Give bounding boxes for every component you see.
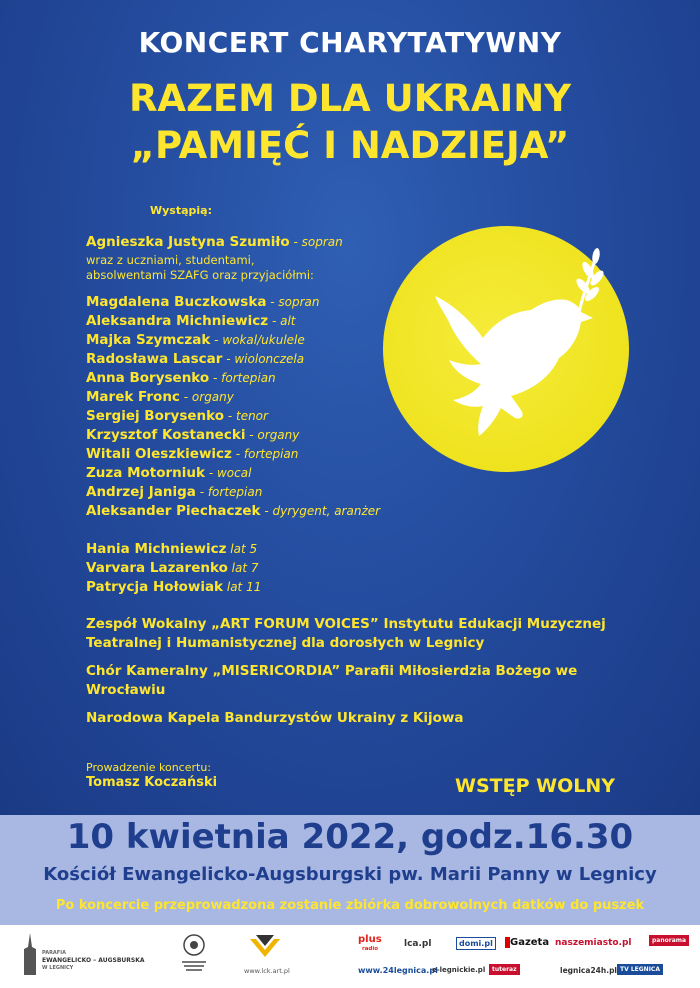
performer-item <box>86 464 380 483</box>
child-performer-role: lat 7 <box>227 561 259 575</box>
performer-item <box>86 483 380 502</box>
performer-role: - alt <box>268 314 296 328</box>
performers-heading: Wystąpią: <box>150 204 212 217</box>
peace-dove-icon <box>383 226 629 472</box>
ensemble-art-forum: Zespół Wokalny „ART FORUM VOICES” Instytutu Edukacji Muzycznej Teatralnej i Humanistycznej dla dorosłych w Legnicy <box>86 616 606 651</box>
domi-logo: domi.pl <box>456 937 496 950</box>
sponsors-strip <box>0 925 700 988</box>
elegnickie-logo: e-legnickie.pl <box>432 966 486 974</box>
lead-note <box>86 253 314 283</box>
child-performer-name: Patrycja Hołowiak <box>86 579 224 595</box>
performer-item <box>86 350 380 369</box>
performer-name: Magdalena Buczkowska <box>86 294 267 310</box>
performer-name: Aleksandra Michniewicz <box>86 313 269 329</box>
performer-role: - organy <box>179 390 234 404</box>
performer-name: Marek Fronc <box>86 389 180 405</box>
parish-logo-text: EWANGELICKO – AUGSBURSKA <box>42 957 145 964</box>
performer-name: Radosława Lascar <box>86 351 223 367</box>
free-admission: WSTĘP WOLNY <box>455 775 615 797</box>
child-performer-role: lat 5 <box>226 542 258 556</box>
child-performer-name: Varvara Lazarenko <box>86 560 228 576</box>
panorama-logo: panorama <box>649 935 689 946</box>
concert-type-title: KONCERT CHARYTATYWNY <box>138 26 562 59</box>
children-list <box>86 540 261 597</box>
child-performer-item <box>86 559 261 578</box>
lead-performer <box>86 234 343 250</box>
performer-name: Zuza Motorniuk <box>86 465 205 481</box>
performer-role: - wiolonczela <box>222 352 305 366</box>
performer-name: Krzysztof Kostanecki <box>86 427 246 443</box>
church-icon <box>22 933 38 975</box>
lck-url: www.lck.art.pl <box>244 967 290 975</box>
performer-item <box>86 407 380 426</box>
performer-name: Sergiej Borysenko <box>86 408 225 424</box>
performer-role: - tenor <box>224 409 268 423</box>
performer-role: - fortepian <box>195 485 263 499</box>
child-performer-role: lat 11 <box>223 580 262 594</box>
event-date: 10 kwietnia 2022, godz.16.30 <box>66 817 634 857</box>
performer-name: Witali Oleszkiewicz <box>86 446 232 462</box>
performer-role: - wokal/ukulele <box>210 333 305 347</box>
event-venue: Kościół Ewangelicko-Augsburgski pw. Marii Panny w Legnicy <box>43 864 657 885</box>
lck-logo-icon <box>248 933 282 963</box>
ensemble-bandurists: Narodowa Kapela Bandurzystów Ukrainy z Kijowa <box>86 710 464 726</box>
child-performer-name: Hania Michniewicz <box>86 541 227 557</box>
performer-item <box>86 312 380 331</box>
lead-note-line-2: absolwentami SZAFG oraz przyjaciółmi: <box>86 268 314 282</box>
performer-item <box>86 426 380 445</box>
legnica24h-logo: legnica24h.pl <box>560 966 618 975</box>
concert-main-title: RAZEM DLA UKRAINY <box>128 77 572 120</box>
performer-role: - organy <box>245 428 300 442</box>
lead-performer-role: - sopran <box>289 235 343 249</box>
performer-item <box>86 293 380 312</box>
performer-item <box>86 502 380 521</box>
tv-legnica-logo: TV LEGNICA <box>617 964 663 975</box>
child-performer-item <box>86 578 261 597</box>
ensemble-misericordia: Chór Kameralny „MISERICORDIA” Parafii Miłosierdzia Bożego we Wrocławiu <box>86 663 578 698</box>
parish-sub-label: W LEGNICY <box>42 965 74 971</box>
child-performer-item <box>86 540 261 559</box>
performer-name: Anna Borysenko <box>86 370 210 386</box>
performer-name: Aleksander Piechaczek <box>86 503 261 519</box>
performer-role: - sopran <box>266 295 320 309</box>
performer-item <box>86 388 380 407</box>
performer-name: Majka Szymczak <box>86 332 211 348</box>
host-heading: Prowadzenie koncertu: <box>86 761 212 774</box>
school-emblem-icon <box>178 933 210 977</box>
collection-note: Po koncercie przeprowadzona zostanie zbiórka dobrowolnych datków do puszek <box>55 898 645 913</box>
concert-subtitle: „PAMIĘĆ I NADZIEJA” <box>130 124 570 167</box>
parish-small-label: PARAFIA <box>42 950 66 956</box>
gazeta-logo: Gazeta <box>505 937 549 948</box>
lead-performer-name: Agnieszka Justyna Szumiło <box>86 234 290 250</box>
tuteraz-logo: tuteraz <box>489 964 520 975</box>
performer-name: Andrzej Janiga <box>86 484 196 500</box>
performer-item <box>86 331 380 350</box>
performer-item <box>86 445 380 464</box>
plus-radio-sub: radio <box>362 946 379 952</box>
performer-role: - fortepian <box>209 371 276 385</box>
performers-list <box>86 293 380 521</box>
24legnica-logo: www.24legnica.pl <box>358 966 438 975</box>
lca-logo: lca.pl <box>404 939 432 949</box>
performer-role: - fortepian <box>231 447 299 461</box>
performer-role: - dyrygent, aranżer <box>260 504 381 518</box>
performer-role: - wocal <box>205 466 252 480</box>
host-name: Tomasz Koczański <box>86 775 218 790</box>
lead-note-line-1: wraz z uczniami, studentami, <box>86 253 255 267</box>
performer-item <box>86 369 380 388</box>
naszemiasto-logo: naszemiasto.pl <box>555 938 632 948</box>
plus-radio-logo: plus <box>358 934 382 945</box>
